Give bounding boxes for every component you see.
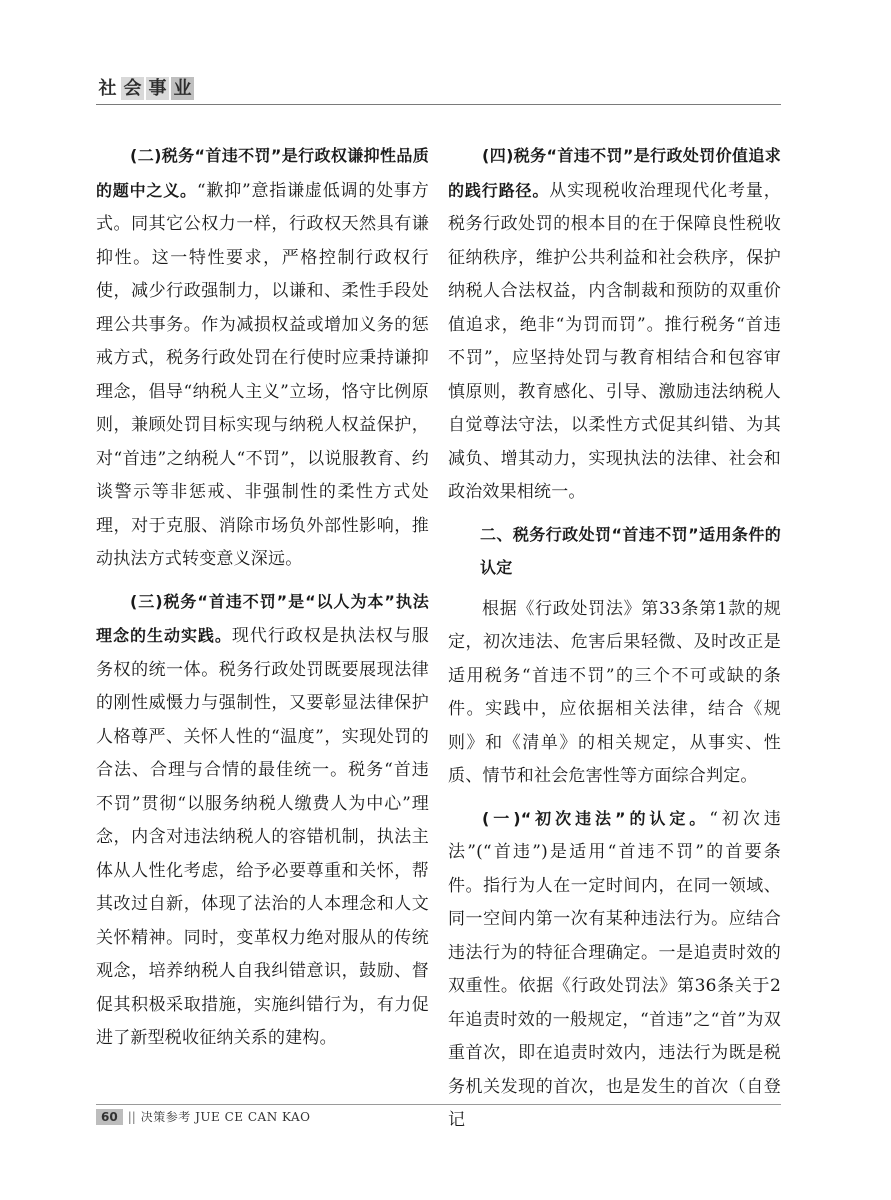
section-tag-char: 事 — [146, 77, 169, 100]
paragraph — [448, 802, 781, 1138]
paragraph-lead: (一)“初次违法”的认定。 — [482, 808, 710, 828]
section-tag — [96, 72, 194, 104]
paragraph-lead: (三)税务“首违不罚”是“以人为本”执法理念的生动实践。 — [96, 591, 429, 645]
paragraph-body: 从实现税收治理现代化考量，税务行政处罚的根本目的在于保障良性税收征纳秩序，维护公共利益和社会秩序，保护纳税人合法权益，内含制裁和预防的双重价值追求，绝非“为罚而罚”。推行税务“首违不罚”，应坚持处罚与教育相结合和包容审慎原则，教育感化、引导、激励违法纳税人自觉尊法守法，以柔性方式促其纠错、为其减负、增其动力，实现执法的法律、社会和政治效果相统一。 — [448, 180, 781, 502]
paragraph-body: 现代行政权是执法权与服务权的统一体。税务行政处罚既要展现法律的刚性威慑力与强制性，又要彰显法律保护人格尊严、关怀人性的“温度”，实现处罚的合法、合理与合情的最佳统一。税务“首违不罚”贯彻“以服务纳税人缴费人为中心”理念，内含对违法纳税人的容错机制，执法主体从人性化考虑，给予必要尊重和关怀，帮其改过自新，体现了法治的人本理念和人文关怀精神。同时，变革权力绝对服从的传统观念，培养纳税人自我纠错意识，鼓励、督促其积极采取措施，实施纠错行为，有力促进了新型税收征纳关系的建构。 — [96, 626, 429, 1048]
paragraph-body: “初次违法”(“首违”)是适用“首违不罚”的首要条件。指行为人在一定时间内，在同一领域、同一空间内第一次有某种违法行为。应结合违法行为的特征合理确定。一是追责时效的双重性。依据《行政处罚法》第36条关于2年追责时效的一般规定，“首违”之“首”为双重首次，即在追责时效内，违法行为既是税务机关发现的首次，也是发生的首次（自登记 — [448, 808, 781, 1130]
page-number: 60 — [96, 1109, 123, 1125]
section-tag-char: 业 — [171, 77, 194, 100]
footer-separator: || — [127, 1109, 136, 1124]
paragraph-lead: (二)税务“首违不罚”是行政权谦抑性品质的题中之义。 — [96, 146, 429, 200]
left-column — [96, 139, 429, 1056]
paragraph: 根据《行政处罚法》第33条第1款的规定，初次违法、危害后果轻微、及时改正是适用税务“首违不罚”的三个不可或缺的条件。实践中，应依据相关法律，结合《规则》和《清单》的相关规定，从事实、性质、情节和社会危害性等方面综合判定。 — [448, 598, 781, 786]
paragraph — [96, 139, 429, 577]
paragraph — [448, 139, 781, 510]
paragraph — [96, 585, 429, 1056]
right-column — [448, 139, 781, 1138]
page-footer — [96, 1108, 311, 1125]
section-tag-char: 社 — [98, 77, 117, 99]
paragraph-body: “歉抑”意指谦虚低调的处事方式。同其它公权力一样，行政权天然具有谦抑性。这一特性要求，严格控制行政权行使，减少行政强制力，以谦和、柔性手段处理公共事务。作为减损权益或增加义务的惩戒方式，税务行政处罚在行使时应秉持谦抑理念，倡导“纳税人主义”立场，恪守比例原则，兼顾处罚目标实现与纳税人权益保护，对“首违”之纳税人“不罚”，以说服教育、约谈警示等非惩戒、非强制性的柔性方式处理，对于克服、消除市场负外部性影响，推动执法方式转变意义深远。 — [96, 180, 429, 569]
section-heading: 二、税务行政处罚“首违不罚”适用条件的认定 — [480, 524, 781, 577]
paragraph-lead: (四)税务“首违不罚”是行政处罚价值追求的践行路径。 — [448, 146, 781, 200]
magazine-name: 决策参考 JUE CE CAN KAO — [140, 1110, 311, 1124]
footer-rule — [96, 1104, 781, 1105]
section-tag-char: 会 — [121, 77, 144, 100]
header-rule — [96, 104, 781, 105]
